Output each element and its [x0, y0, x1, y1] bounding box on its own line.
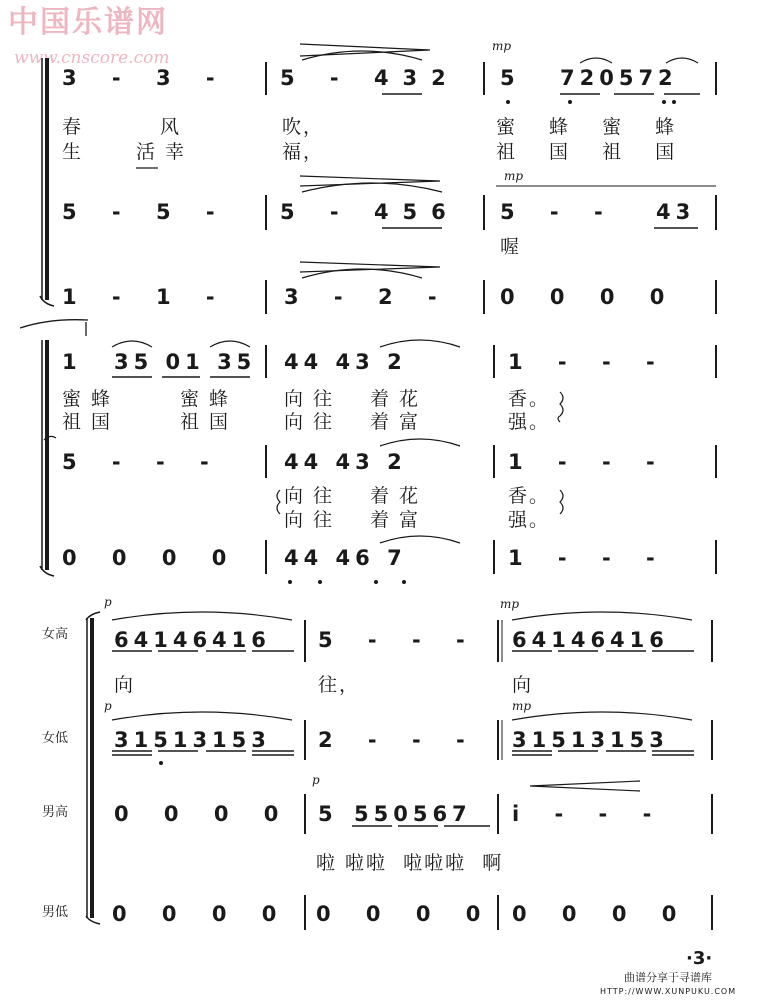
- dynamic-p: p: [312, 773, 320, 787]
- notes-tenor-m3: i - - -: [512, 802, 666, 826]
- notes-s1-m2: 44 43 2: [284, 350, 407, 374]
- notes-s3-m2: 3 - 2 -: [284, 285, 451, 309]
- lyric: 向 往: [284, 411, 335, 433]
- notes-s2-m3: 1 - - -: [508, 450, 669, 474]
- notes-tenor-m2b: 550567: [354, 802, 472, 826]
- notes-tenor-m1: 0 0 0 0: [114, 802, 293, 826]
- notes-s3-m1: 0 0 0 0: [62, 546, 241, 570]
- lyric: 向: [114, 674, 136, 696]
- notes-soprano-m1: 64146416: [114, 628, 271, 652]
- dynamic-mp: mp: [512, 699, 532, 713]
- notes-s1-m3a: 5: [500, 66, 520, 90]
- dynamic-mp: mp: [492, 39, 512, 53]
- footer-site-text: 曲谱分享于寻谱库: [624, 971, 712, 984]
- notes-soprano-m2: 5 - - -: [318, 628, 479, 652]
- lyric: 强。: [508, 509, 551, 531]
- lyric: 蜜 蜂 蜜 蜂: [496, 116, 689, 138]
- notes-bass-m3: 0 0 0 0: [512, 902, 691, 926]
- dynamic-mp: mp: [500, 597, 520, 611]
- lyric: 祖 国: [62, 411, 113, 433]
- lyric: 祖 国: [180, 411, 231, 433]
- lyric: 着 富: [370, 509, 421, 531]
- notes-s2-m1: 5 - 5 -: [62, 200, 229, 224]
- lyric: 蜜 蜂: [180, 388, 231, 410]
- lyric: 春: [62, 116, 84, 138]
- lyric: 吹，: [282, 116, 325, 138]
- lyric: 香。: [508, 485, 551, 507]
- notes-s2-m3a: 5 - -: [500, 200, 617, 224]
- lyric: 喔: [500, 236, 522, 258]
- lyric: 活 幸: [136, 141, 187, 163]
- voice-label-alto: 女低: [42, 731, 69, 746]
- lyric: 风: [160, 116, 182, 138]
- lyric: 祖 国 祖 国: [496, 141, 689, 163]
- notes-s3-m2: 44 46 7: [284, 546, 407, 570]
- lyric: 香。: [508, 388, 551, 410]
- notes-s1-m1a: 1: [62, 350, 82, 374]
- notes-s1-m2: 5 - 432: [280, 66, 460, 90]
- notes-s1-m1: 3 - 3 -: [62, 66, 229, 90]
- voice-label-soprano: 女高: [42, 627, 69, 642]
- notes-s2-m2: 44 43 2: [284, 450, 407, 474]
- notes-soprano-m3: 64146416: [512, 628, 669, 652]
- notes-s1-m1b: 35 01 35: [114, 350, 257, 374]
- lyric: 向 往: [284, 485, 335, 507]
- lyric: 着 富: [370, 411, 421, 433]
- lyric: 强。: [508, 411, 551, 433]
- lyric: 蜜 蜂: [62, 388, 113, 410]
- notes-s3-m3: 0 0 0 0: [500, 285, 679, 309]
- notes-s2-m2: 5 - 456: [280, 200, 460, 224]
- dynamic-p: p: [104, 699, 112, 713]
- notes-alto-m1: 31513153: [114, 728, 271, 752]
- footer-site-url: HTTP://WWW.XUNPUKU.COM: [600, 987, 737, 996]
- lyric: 啦 啦啦 啦啦啦 啊: [316, 852, 504, 874]
- watermark-title: 中国乐谱网: [8, 5, 168, 40]
- dynamic-mp: mp: [504, 169, 524, 183]
- notes-bass-m2: 0 0 0 0: [316, 902, 495, 926]
- lyric: 着 花: [370, 485, 421, 507]
- notes-alto-m2: 2 - - -: [318, 728, 479, 752]
- dynamic-p: p: [104, 595, 112, 609]
- lyric: 往，: [318, 674, 361, 696]
- notes-s2-m3b: 43: [656, 200, 696, 224]
- notes-s3-m1: 1 - 1 -: [62, 285, 229, 309]
- watermark-url: www.cnscore.com: [14, 48, 170, 68]
- lyric: 向: [512, 674, 534, 696]
- lyric: 着 花: [370, 388, 421, 410]
- lyric: 生: [62, 141, 84, 163]
- voice-label-tenor: 男高: [42, 805, 69, 820]
- voice-label-bass: 男低: [42, 905, 69, 920]
- notes-bass-m1: 0 0 0 0: [112, 902, 291, 926]
- lyric: 福，: [282, 141, 325, 163]
- notes-tenor-m2a: 5: [318, 802, 338, 826]
- page-number: ·3·: [686, 948, 713, 969]
- notes-s1-m3: 1 - - -: [508, 350, 669, 374]
- notes-s2-m1: 5 - - -: [62, 450, 223, 474]
- notes-alto-m3: 31513153: [512, 728, 669, 752]
- lyric: 向 往: [284, 388, 335, 410]
- notes-s1-m3b: 720572: [560, 66, 678, 90]
- lyric: 向 往: [284, 509, 335, 531]
- notes-s3-m3: 1 - - -: [508, 546, 669, 570]
